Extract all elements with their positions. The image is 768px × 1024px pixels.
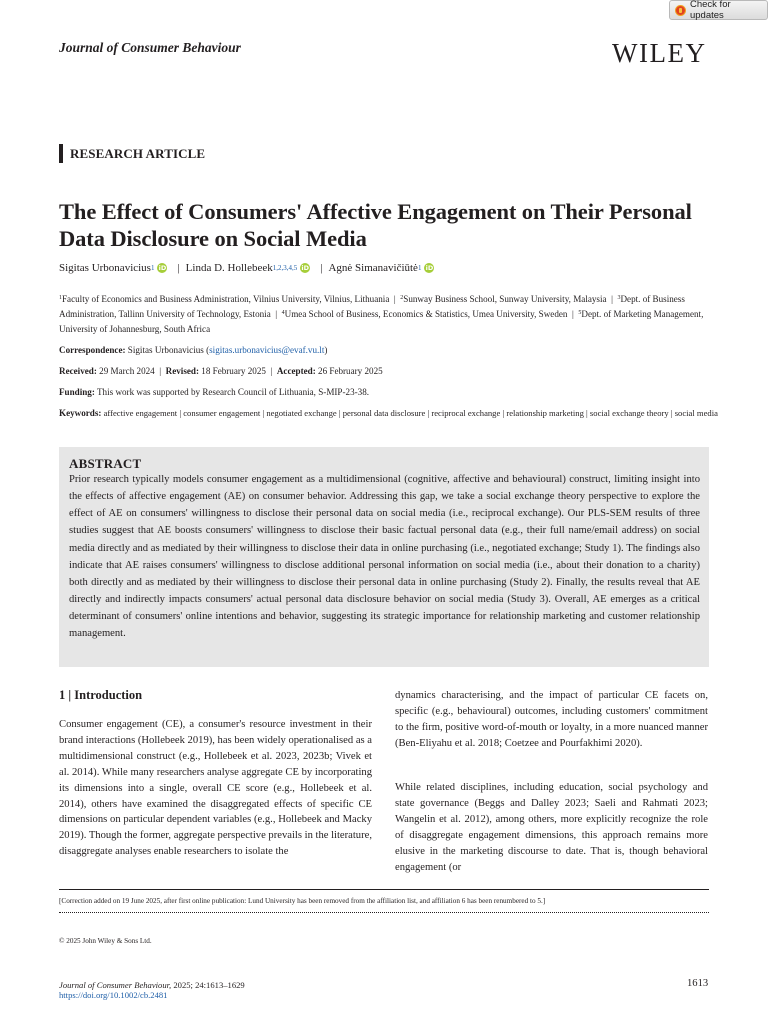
keyword: social media bbox=[674, 408, 718, 418]
author-name[interactable]: Sigitas Urbonavicius bbox=[59, 262, 151, 274]
affiliation: Umea School of Business, Economics & Statistics, Umea University, Sweden bbox=[284, 309, 568, 320]
funding bbox=[59, 385, 719, 399]
keyword: negotiated exchange bbox=[266, 408, 337, 418]
orcid-icon[interactable]: iD bbox=[301, 264, 310, 272]
check-for-updates-label: Check for updates bbox=[689, 0, 731, 21]
correction-divider bbox=[59, 912, 709, 913]
crossmark-icon bbox=[675, 5, 686, 16]
author-list bbox=[59, 262, 438, 274]
affil-number: 1 bbox=[59, 295, 62, 301]
article-dates: Received: 29 March 2024 | Revised: 18 February 2025 | Accepted: 26 February 2025 bbox=[59, 366, 383, 376]
section-heading: 1 | Introduction bbox=[59, 688, 143, 702]
keywords: Keywords: affective engagement | consumer engagement | negotiated exchange | personal data disclosure | reciprocal exchange | relationship marketing | social exchange theory | social media bbox=[59, 408, 718, 418]
doi-link[interactable]: https://doi.org/10.1002/cb.2481 bbox=[59, 990, 168, 1000]
affil-number: 2 bbox=[400, 295, 404, 301]
intro-paragraph-right-1: dynamics characterising, and the impact of particular CE facets on, specific (e.g., behavioural) outcomes, including customers' commitment to the firm, positive word-of-mouth or loyalty, in a more nuanced manner (Ben-Eliyahu et al. 2018; Coetzee and Pourfakhimi 2020). bbox=[395, 690, 708, 749]
author-affil-ref[interactable]: 1 bbox=[150, 264, 155, 272]
author-affil-ref[interactable]: 1 bbox=[417, 264, 422, 272]
footer-citation bbox=[59, 980, 245, 990]
correction-note: [Correction added on 19 June 2025, after first online publication: Lund University has been removed from the affiliation list, and affiliation 6 has been renumbered to 5.] bbox=[59, 897, 546, 905]
affil-number: 5 bbox=[578, 310, 582, 317]
correspondence-label: Correspondence: bbox=[59, 345, 126, 355]
orcid-icon[interactable]: iD bbox=[158, 264, 167, 272]
received-date: 29 March 2024 bbox=[99, 366, 155, 376]
affil-number: 4 bbox=[281, 310, 285, 317]
revised-date: 18 February 2025 bbox=[201, 366, 266, 376]
keywords-label: Keywords: bbox=[59, 408, 102, 418]
correspondence: Correspondence: Sigitas Urbonavicius (sigitas.urbonavicius@evaf.vu.lt) bbox=[59, 345, 328, 355]
received-label: Received: bbox=[59, 366, 97, 376]
author-separator: | bbox=[177, 262, 180, 274]
check-for-updates-button[interactable] bbox=[669, 0, 768, 20]
journal-name: Journal of Consumer Behaviour bbox=[59, 40, 241, 55]
keyword: social exchange theory bbox=[589, 408, 669, 418]
page-number: 1613 bbox=[687, 978, 709, 989]
keyword: personal data disclosure bbox=[342, 408, 426, 418]
correspondence-name: Sigitas Urbonavicius bbox=[127, 345, 204, 355]
affiliations: $^1$Faculty of Economics and Business Administration, Vilnius University, Vilnius, Lithuania | $^2$Sunway Business School, Sunway University, Malaysia | $^3$Dept. of Business Administration, Tallinn University of Technology, Estonia | $^4$Umea School of Business, Economics & Statistics, Umea University, Sweden | $^5$Dept. of Marketing Management, University of Johannesburg, South Africa bbox=[59, 294, 704, 334]
funding-label: Funding: bbox=[59, 387, 95, 397]
accepted-label: Accepted: bbox=[276, 366, 316, 376]
abstract-text: Prior research typically models consumer engagement as a multidimensional (cognitive, affective and behavioural) construct, limiting insight into the effects of affective engagement (AE) on consumer behavior. Addressing this gap, we take a social exchange theory perspective to explore the effect of AE on consumers' willingness to disclose their personal data on social media (i.e., reciprocal exchange). Our PLS-SEM results of three studies suggest that AE boosts consumers' willingness to disclose their basic factual personal data (e.g., their full name/email address) on social media directly and as mediated by their willingness to disclose their data in online purchasing (i.e., negotiated exchange; Study 1). The findings also indicate that AE raises consumers' willingness to disclose additional personal information on social media (i.e., about their donation to a charity) both directly and as mediated by their willingness to disclose their personal data in online purchasing (Study 2). Finally, the results reveal that AE directly and indirectly impacts consumers' actual personal data disclosure behavior on social media (Study 3). Overall, AE emerges as a critical determinant of consumers' online intentions and behavior, suggesting its strategic importance for relationship marketing and customer relationship management. bbox=[69, 474, 700, 640]
author-name[interactable]: Linda D. Hollebeek bbox=[185, 262, 273, 274]
affiliation: Dept. of Business Administration, Tallinn University of Technology, Estonia bbox=[59, 294, 685, 320]
correction-rule bbox=[59, 889, 709, 890]
copyright: © 2025 John Wiley & Sons Ltd. bbox=[59, 937, 152, 945]
footer-journal-name: Journal of Consumer Behaviour, bbox=[59, 980, 172, 990]
abstract-heading: ABSTRACT bbox=[69, 456, 142, 471]
correspondence-email-link[interactable]: sigitas.urbonavicius@evaf.vu.lt bbox=[209, 345, 325, 355]
publisher-logo: WILEY bbox=[612, 38, 707, 68]
intro-paragraph-left: Consumer engagement (CE), a consumer's resource investment in their brand interactions (Hollebeek 2019), has been widely operationalised as a multidimensional construct (e.g., Hollebeek et al. 2023, 2023b; Vivek et al. 2014). While many researchers analyse aggregate CE by incorporating its dimensions into a single, overall CE score (e.g., Hollebeek et al. 2014), others have examined the disaggregated effects of specific CE dimensions on particular dependent variables (e.g., Hollebeek and Macky 2019). Though the former, aggregate perspective prevails in the literature, disaggregate analyses enable researchers to isolate the bbox=[59, 719, 372, 858]
affiliation: Faculty of Economics and Business Administration, Vilnius University, Vilnius, Lithuania bbox=[62, 294, 390, 304]
orcid-icon[interactable]: iD bbox=[425, 264, 434, 272]
keyword: reciprocal exchange bbox=[431, 408, 501, 418]
author-name[interactable]: Agnė Simanavičiūtė bbox=[328, 262, 418, 274]
revised-label: Revised: bbox=[165, 366, 199, 376]
author-affil-ref[interactable]: 1,2,3,4,5 bbox=[272, 264, 298, 272]
keyword: relationship marketing bbox=[506, 408, 584, 418]
affiliation: Sunway Business School, Sunway University, Malaysia bbox=[403, 294, 607, 304]
article-title: The Effect of Consumers' Affective Engagement on Their Personal Data Disclosure on Social Media bbox=[59, 199, 692, 251]
intro-paragraph-right-2: While related disciplines, including education, social psychology and state governance (Beggs and Dalley 2023; Saeli and Rahmati 2023; Wangelin et al. 2012), among others, more explicitly recognize the role of disaggregate engagement dimensions, this approach remains more elusive in the marketing discourse to date. That is, though behavioral engagement (or bbox=[395, 782, 708, 873]
accepted-date: 26 February 2025 bbox=[318, 366, 383, 376]
funding-text: This work was supported by Research Council of Lithuania, S-MIP-23-38. bbox=[97, 387, 370, 397]
affiliation: Dept. of Marketing Management, University of Johannesburg, South Africa bbox=[59, 309, 704, 334]
article-type: RESEARCH ARTICLE bbox=[70, 146, 206, 161]
affil-number: 3 bbox=[617, 295, 621, 301]
article-type-marker bbox=[59, 144, 63, 163]
keyword: affective engagement bbox=[103, 408, 178, 418]
author-separator: | bbox=[320, 262, 323, 274]
keyword: consumer engagement bbox=[183, 408, 261, 418]
footer-volume: 2025; 24:1613–1629 bbox=[171, 980, 245, 990]
